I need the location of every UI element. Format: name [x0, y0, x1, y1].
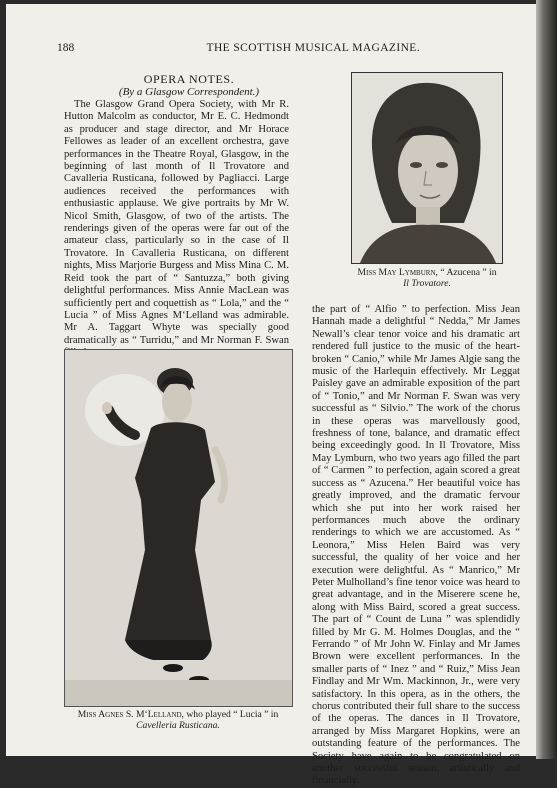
costume-portrait-illustration: [65, 350, 292, 706]
caption-name: Miss May Lymburn,: [357, 267, 438, 278]
book-spine-shadow: [536, 0, 557, 759]
magazine-page: [6, 4, 536, 787]
right-paragraph: the part of “ Alfio ” to perfection. Miss Jean Hannah made a delightful “ Nedda,” Mr James Newall’s clear tenor voice and his dramatic art rendered full justice to the music of the heart-broken “ Canio,” while Mr James Algie sang the music of the Harlequin effectively. Mr Leggat Paisley gave an admirable exposition of the part of “ Tonio,” and Mr Norman F. Swan was very successful as “ Silvio.” The work of the chorus in these operas was marvellously good, freshness of tone, balance, and dramatic effect being exceedingly good. In Il Trovatore, Miss May Lymburn, who two years ago filled the part of “ Carmen ” to perfection, again scored a great success as “ Azucena.” Her beautiful voice has greatly improved, and the dramatic fervour which she put into her work raised her performances much above the ordinary renderings to which we are accustomed. As “ Leonora,” Miss Helen Baird was very successful, the quality of her voice and her execution were delightful. As “ Manrico,” Mr Peter Mulholland’s fine tenor voice was heard to great advantage, and in the Miserere scene he, along with Miss Baird, scored a great success. The part of “ Count de Luna ” was splendidly filled by Mr G. M. Holmes Douglas, and the “ Ferrando ” of Mr John W. Finlay and Mr James Brown were excellent performances. In the smaller parts of “ Inez ” and “ Ruiz,” Miss Jean Findlay and Mr Wm. Mackinnon, Jr., were very satisfactory. In this opera, as in the others, the chorus contributed their full share to the success of the operas. The dances in Il Trovatore, arranged by Miss Margaret Hopkins, were an outstanding feature of the performances. The Society have again to be congratulated on another successful season, artistically and financially.: [312, 304, 520, 787]
left-column-text: [64, 99, 289, 346]
article-heading: OPERA NOTES.: [143, 72, 235, 86]
portrait-caption-mlelland: [54, 709, 302, 731]
article-byline: (By a Glasgow Correspondent.): [118, 86, 260, 98]
caption-opera: Il Trovatore.: [403, 278, 451, 289]
portrait-photo-lymburn: [351, 72, 503, 264]
portrait-photo-mlelland: [64, 349, 293, 707]
running-header: [57, 42, 420, 56]
caption-role: who played “ Lucia ” in: [186, 709, 279, 720]
left-paragraph: The Glasgow Grand Opera Society, with Mr R. Hutton Malcolm as conductor, Mr E. C. Hedmondt as producer and stage director, and Mr Horace Fellowes as leader of an excellent orchestra, gave performances in the Theatre Royal, Glasgow, in the beginning of last month of Il Trovatore and Cavalleria Rusticana, followed by Pagliacci. Large audiences received the performances with enthusiastic applause. We give portraits by Mr W. Nicol Smith, Glasgow, of two of the artists. The renderings given of the operas were far out of the amateur class, particularly so in the case of Il Trovatore. In Cavalleria Rusticana, on different nights, Miss Marjorie Burgess and Miss Mina C. M. Reid took the part of “ Santuzza,” both giving delightful performances. Miss Annie MacLean was sufficiently pert and coquettish as “ Lola,” and the “ Lucia ” of Miss Agnes M‘Lelland was admirable. Mr A. Taggart Whyte was specially good dramatically as “ Turridu,” and Mr Norman F. Swan: [64, 99, 289, 346]
magazine-title: THE SCOTTISH MUSICAL MAGAZINE.: [206, 42, 420, 54]
caption-role: “ Azucena ” in: [440, 267, 497, 278]
portrait-illustration: [352, 73, 502, 263]
page-number: 188: [57, 42, 75, 54]
caption-opera: Cavelleria Rusticana.: [136, 720, 220, 731]
right-column-text: [312, 304, 520, 787]
portrait-caption-lymburn: [341, 267, 513, 289]
caption-name: Miss Agnes S. M‘Lelland,: [77, 709, 184, 720]
